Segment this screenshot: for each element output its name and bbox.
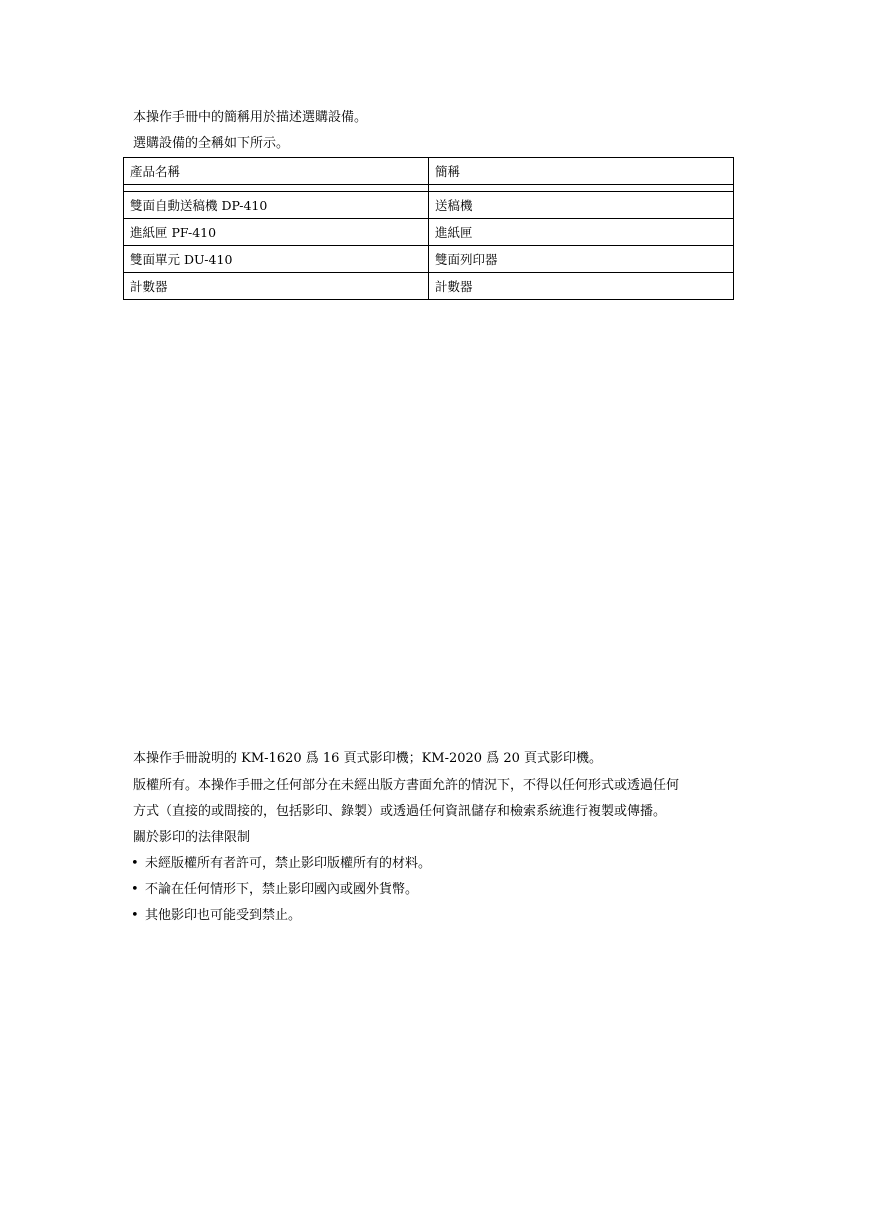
table-row [124,219,734,246]
product-name-cell: 計數器 [124,273,429,300]
product-name-cell: 雙面單元 DU-410 [124,246,429,273]
table-spacer-row [124,185,734,192]
intro-line-2: 選購設備的全稱如下所示。 [133,136,290,151]
legal-restrictions-title: 關於影印的法律限制 [133,830,251,845]
copyright-line-1: 版權所有。本操作手冊之任何部分在未經出版方書面允許的情況下，不得以任何形式或透過任何 [133,778,680,793]
bullet-icon: • [131,882,139,897]
table-row [124,273,734,300]
table-row [124,246,734,273]
list-item-text: 不論在任何情形下，禁止影印國內或國外貨幣。 [145,882,419,897]
short-name-cell: 雙面列印器 [429,246,734,273]
list-item-text: 未經版權所有者許可，禁止影印版權所有的材料。 [145,856,432,871]
list-item-text: 其他影印也可能受到禁止。 [145,908,302,923]
option-table [123,157,734,300]
list-item [131,881,418,899]
bullet-icon: • [131,856,139,871]
list-item [131,855,431,873]
table-header-row [124,158,734,185]
table-row [124,192,734,219]
product-name-cell: 雙面自動送稿機 DP-410 [124,192,429,219]
header-short-name: 簡稱 [429,158,734,185]
short-name-cell: 送稿機 [429,192,734,219]
short-name-cell: 進紙匣 [429,219,734,246]
header-product-name: 產品名稱 [124,158,429,185]
intro-line-1: 本操作手冊中的簡稱用於描述選購設備。 [133,110,368,125]
models-statement: 本操作手冊說明的 KM-1620 爲 16 頁式影印機；KM-2020 爲 20 頁式影印機。 [133,751,603,766]
copyright-line-2: 方式（直接的或間接的，包括影印、錄製）或透過任何資訊儲存和檢索系統進行複製或傳播。 [133,804,667,819]
product-name-cell: 進紙匣 PF-410 [124,219,429,246]
short-name-cell: 計數器 [429,273,734,300]
bullet-icon: • [131,908,139,923]
list-item [131,907,301,925]
